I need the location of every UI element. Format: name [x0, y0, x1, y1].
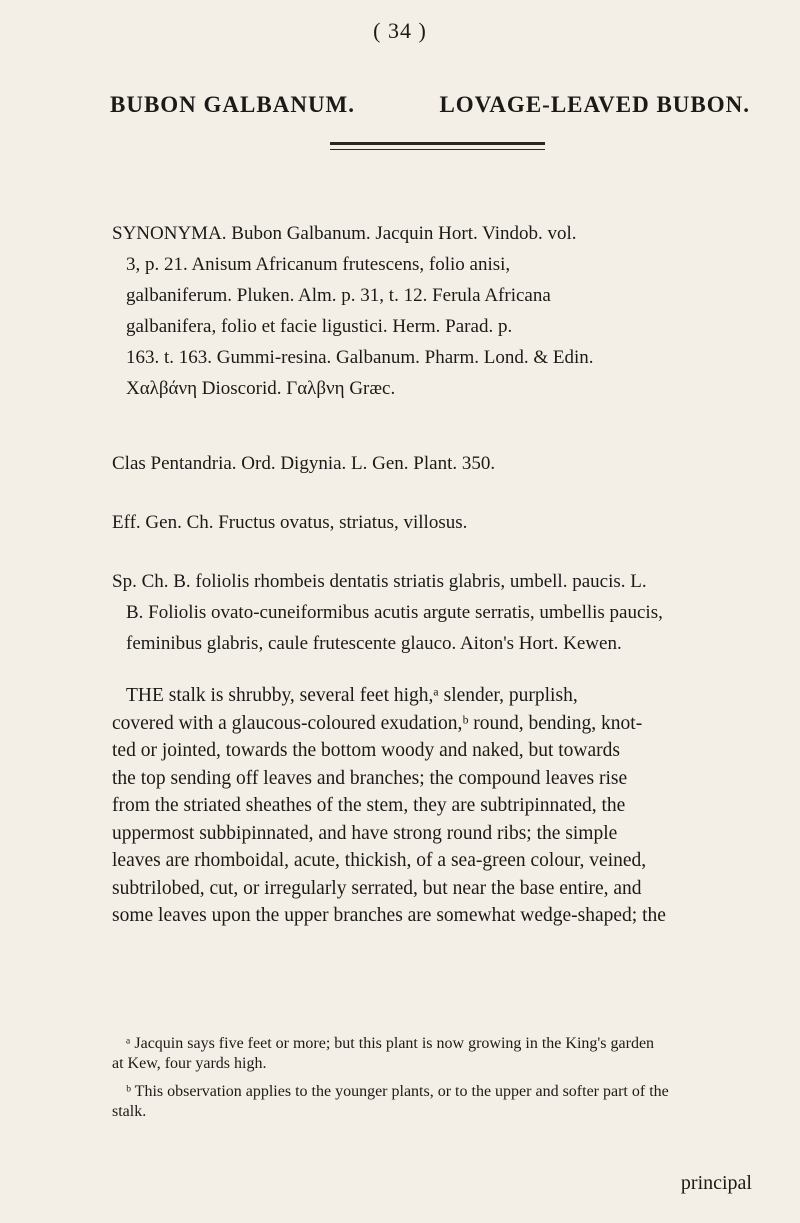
- running-head: [110, 92, 750, 118]
- body-line-4: the top sending off leaves and branches; the compound leaves rise: [112, 767, 628, 789]
- footnote-a-line-2: at Kew, four yards high.: [112, 1055, 267, 1072]
- body-line-1: THE stalk is shrubby, several feet high,ᵃ slender, purplish,: [126, 685, 578, 706]
- footnote-a-line-1: ᵃ Jacquin says five feet or more; but this plant is now growing in the King's garden: [126, 1035, 655, 1052]
- footnote-b-line-1: ᵇ This observation applies to the younger plants, or to the upper and softer part of the: [126, 1083, 669, 1100]
- synonyma-line-3: galbaniferum. Pluken. Alm. p. 31, t. 12. Ferula Africana: [126, 285, 551, 306]
- synonyma-line-2: 3, p. 21. Anisum Africanum frutescens, folio anisi,: [126, 254, 511, 275]
- footnote-a: [112, 1034, 752, 1074]
- body-line-9: some leaves upon the upper branches are somewhat wedge-shaped; the: [112, 905, 666, 926]
- synonyma-block: [112, 218, 752, 404]
- body-line-8: subtrilobed, cut, or irregularly serrated, but near the base entire, and: [112, 877, 642, 899]
- eff-text: Eff. Gen. Ch. Fructus ovatus, striatus, villosus.: [112, 512, 468, 533]
- species-character: [112, 566, 752, 659]
- footnote-b-line-2: stalk.: [112, 1103, 147, 1120]
- header-rule-thin: [330, 149, 545, 150]
- synonyma-line-6: Χαλβάνη Dioscorid. Γαλβνη Græc.: [126, 378, 396, 399]
- running-head-english: LOVAGE-LEAVED BUBON.: [439, 92, 750, 117]
- synonyma-line-5: 163. t. 163. Gummi-resina. Galbanum. Pharm. Lond. & Edin.: [126, 347, 594, 368]
- description-paragraph: [112, 682, 752, 930]
- body-line-5: from the striated sheathes of the stem, they are subtripinnated, the: [112, 795, 626, 816]
- footnote-b: [112, 1082, 752, 1122]
- body-line-2: covered with a glaucous-coloured exudation,ᵇ round, bending, knot-: [112, 712, 643, 734]
- sp-line-1: Sp. Ch. B. foliolis rhombeis dentatis striatis glabris, umbell. paucis. L.: [112, 571, 647, 592]
- running-head-latin: BUBON GALBANUM.: [110, 92, 356, 117]
- catchword: principal: [680, 1172, 752, 1194]
- clas-line: [112, 448, 752, 479]
- body-line-6: uppermost subbipinnated, and have strong round ribs; the simple: [112, 822, 618, 844]
- sp-line-2: B. Foliolis ovato-cuneiformibus acutis argute serratis, umbellis paucis,: [126, 602, 663, 623]
- body-line-3: ted or jointed, towards the bottom woody and naked, but towards: [112, 740, 620, 761]
- synonyma-line-4: galbanifera, folio et facie ligustici. Herm. Parad. p.: [126, 316, 513, 337]
- synonyma-line-1: SYNONYMA. Bubon Galbanum. Jacquin Hort. Vindob. vol.: [112, 223, 577, 244]
- clas-text: Clas Pentandria. Ord. Digynia. L. Gen. Plant. 350.: [112, 453, 496, 474]
- sp-line-3: feminibus glabris, caule frutescente glauco. Aiton's Hort. Kewen.: [126, 633, 622, 654]
- header-rule-thick: [330, 142, 545, 145]
- page-number: ( 34 ): [373, 18, 427, 43]
- eff-line: [112, 507, 752, 538]
- body-line-7: leaves are rhomboidal, acute, thickish, of a sea-green colour, veined,: [112, 850, 647, 871]
